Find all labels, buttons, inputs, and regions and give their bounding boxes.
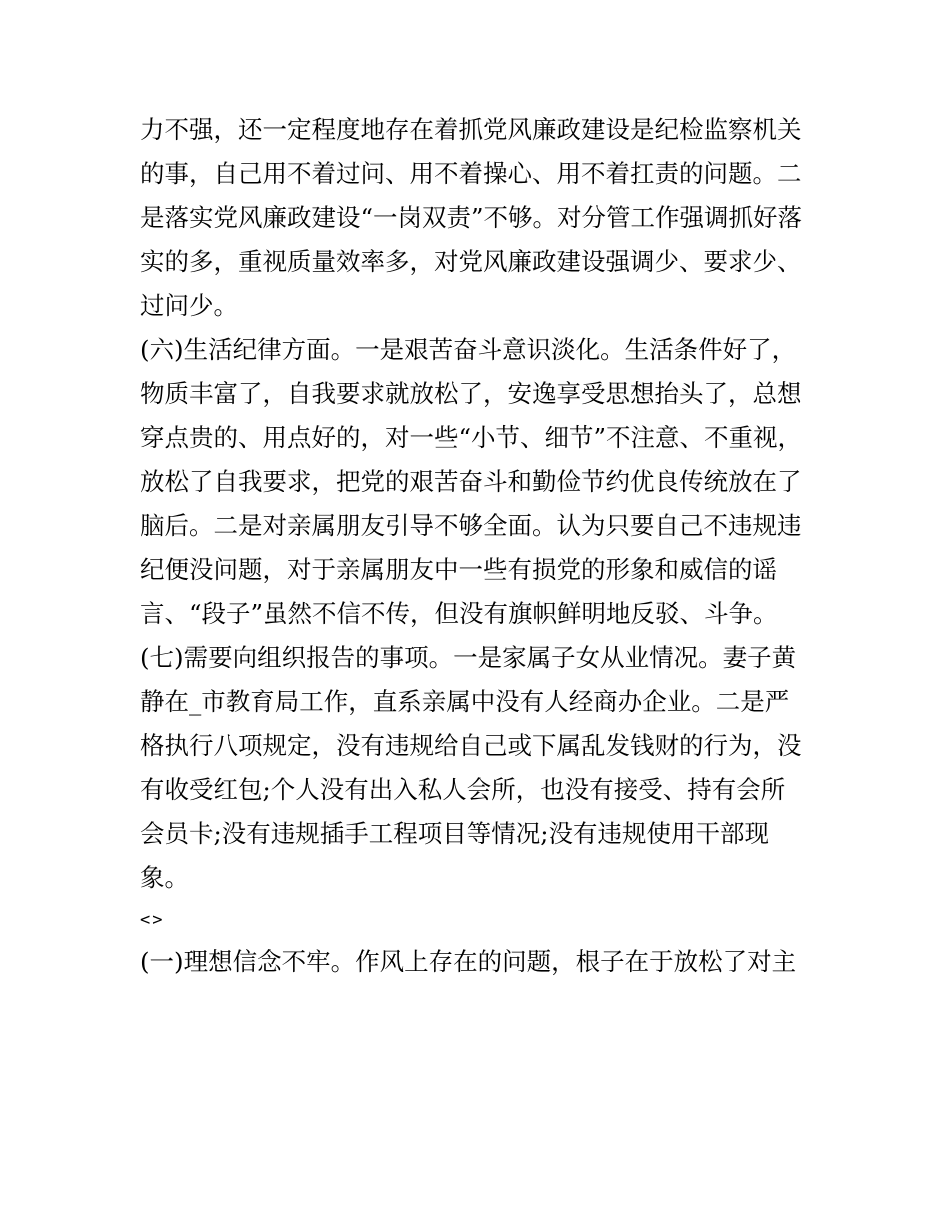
text-line-14: 静在_市教育局工作，直系亲属中没有人经商办企业。二是严 bbox=[140, 687, 790, 716]
text-line-6: (六)生活纪律方面。一是艰苦奋斗意识淡化。生活条件好了， bbox=[140, 335, 797, 364]
text-line-9: 放松了自我要求，把党的艰苦奋斗和勤俭节约优良传统放在了 bbox=[140, 467, 802, 496]
text-line-12: 言、“段子”虽然不信不传，但没有旗帜鲜明地反驳、斗争。 bbox=[140, 599, 778, 628]
text-line-1: 力不强，还一定程度地存在着抓党风廉政建设是纪检监察机关 bbox=[140, 115, 802, 144]
section-marker: <> bbox=[140, 910, 165, 930]
text-line-18: 象。 bbox=[140, 863, 189, 892]
text-line-16: 有收受红包;个人没有出入私人会所，也没有接受、持有会所 bbox=[140, 775, 786, 804]
text-line-11: 纪便没问题，对于亲属朋友中一些有损党的形象和威信的谣 bbox=[140, 555, 777, 584]
text-line-2: 的事，自己用不着过问、用不着操心、用不着扛责的问题。二 bbox=[140, 159, 802, 188]
text-line-15: 格执行八项规定，没有违规给自己或下属乱发钱财的行为，没 bbox=[140, 731, 802, 760]
text-line-7: 物质丰富了，自我要求就放松了，安逸享受思想抬头了，总想 bbox=[140, 379, 802, 408]
text-line-10: 脑后。二是对亲属朋友引导不够全面。认为只要自己不违规违 bbox=[140, 511, 802, 540]
text-line-8: 穿点贵的、用点好的，对一些“小节、细节”不注意、不重视， bbox=[140, 423, 803, 452]
text-line-5: 过问少。 bbox=[140, 291, 238, 320]
text-line-13: (七)需要向组织报告的事项。一是家属子女从业情况。妻子黄 bbox=[140, 643, 797, 672]
text-line-17: 会员卡;没有违规插手工程项目等情况;没有违规使用干部现 bbox=[140, 819, 770, 848]
text-line-20: (一)理想信念不牢。作风上存在的问题，根子在于放松了对主 bbox=[140, 947, 797, 976]
text-line-4: 实的多，重视质量效率多，对党风廉政建设强调少、要求少、 bbox=[140, 247, 802, 276]
text-line-3: 是落实党风廉政建设“一岗双责”不够。对分管工作强调抓好落 bbox=[140, 203, 803, 232]
